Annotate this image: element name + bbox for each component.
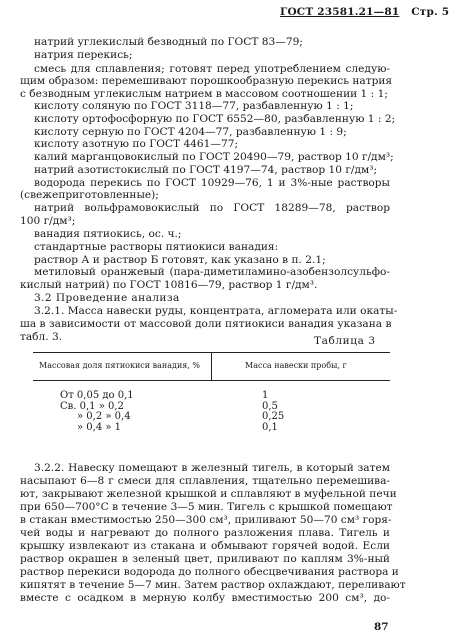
text-line: чей воды и нагревают до полного разложения плава. Тигель и [20,527,390,539]
text-line: табл. 3. [20,331,63,343]
page-label: Стр. 5 [411,6,449,18]
text-line: 3.2.1. Масса навески руды, концентрата, агломерата или окаты- [34,305,398,317]
text-line: кислоту серную по ГОСТ 4204—77, разбавленную 1 : 9; [34,126,347,138]
page-header [280,6,449,18]
standard-number: ГОСТ 23581.21—81 [280,6,400,18]
text-line: кислоту соляную по ГОСТ 3118—77, разбавленную 1 : 1; [34,100,354,112]
table-caption: Таблица 3 [314,335,376,347]
text-line: раствор перекиси водорода до полного обесцвечивания раствора и [20,566,399,578]
data-table [33,352,390,442]
text-line: насыпают 6—8 г смеси для сплавления, тщательно перемешива- [20,475,390,487]
table-column-divider [211,352,212,380]
text-line: кислоту ортофосфорную по ГОСТ 6552—80, разбавленную 1 : 2; [34,113,396,125]
text-line: 100 г/дм³; [20,215,76,227]
text-line: вместе с осадком в мерную колбу вместимостью 200 см³, до- [20,592,390,604]
text-line: (свежеприготовленные); [20,189,159,201]
table-header-mass: Масса навески пробы, г [245,361,347,370]
text-line: кислоту азотную по ГОСТ 4461—77; [34,138,239,150]
table-cell-range: » 0,4 » 1 [77,421,122,433]
text-line: ванадия пятиокись, ос. ч.; [34,228,182,240]
text-line: в стакан вместимостью 250—300 см³, приливают 50—70 см³ горя- [20,514,392,526]
table-cell-range: » 0,2 » 0,4 [77,411,131,422]
page-number: 87 [374,621,389,633]
table-cell-range: Св. 0,1 » 0,2 [60,400,124,412]
text-line: стандартные растворы пятиокиси ванадия: [34,241,279,253]
table-cell-range: От 0,05 до 0,1 [60,390,134,401]
text-line: натрий вольфрамовокислый по ГОСТ 18289—78, раствор [34,202,390,214]
text-line: щим образом: перемешивают порошкообразную перекись натрия [20,75,393,87]
text-line: раствор А и раствор Б готовят, как указано в п. 2.1; [34,254,326,266]
text-line: с безводным углекислым натрием в массовом соотношении 1 : 1; [20,88,388,100]
table-cell-mass: 0,25 [262,411,285,422]
text-line: кислый натрий) по ГОСТ 10816—79, раствор 1 г/дм³. [20,279,318,291]
text-line: раствор окрашен в зеленый цвет, приливают по каплям 3%-ный [20,553,390,565]
text-line: 3.2.2. Навеску помещают в железный тигель, в который затем [34,462,390,474]
text-line: крышку извлекают из стакана и обмывают горячей водой. Если [20,540,390,552]
text-line: калий марганцовокислый по ГОСТ 20490—79, раствор 10 г/дм³; [34,151,394,163]
table-header-fraction: Массовая доля пятиокиси ванадия, % [39,361,201,370]
text-line: водорода перекись по ГОСТ 10929—76, 1 и 3%-ные растворы [34,177,390,189]
text-line: натрий углекислый безводный по ГОСТ 83—79; [34,36,303,48]
text-line: ют, закрывают железной крышкой и сплавляют в муфельной печи [20,488,397,500]
text-line: при 650—700°С в течение 3—5 мин. Тигель с крышкой помещают [20,501,393,513]
text-line: кипятят в течение 5—7 мин. Затем раствор охлаждают, переливают [20,579,406,591]
text-line: натрия перекись; [34,49,133,61]
table-cell-mass: 0,1 [262,421,278,433]
table-cell-mass: 1 [262,390,269,401]
table-cell-mass: 0,5 [262,400,278,412]
text-line: натрий азотистокислый по ГОСТ 4197—74, раствор 10 г/дм³; [34,164,378,176]
table-header-rule [33,380,390,381]
text-line: ша в зависимости от массовой доли пятиокиси ванадия указана в [20,318,392,330]
text-line: смесь для сплавления; готовят перед употреблением следую- [34,63,390,75]
section-heading: 3.2 Проведение анализа [34,292,180,304]
text-line: метиловый оранжевый (пара-диметиламино-азобензолсульфо- [34,266,390,278]
